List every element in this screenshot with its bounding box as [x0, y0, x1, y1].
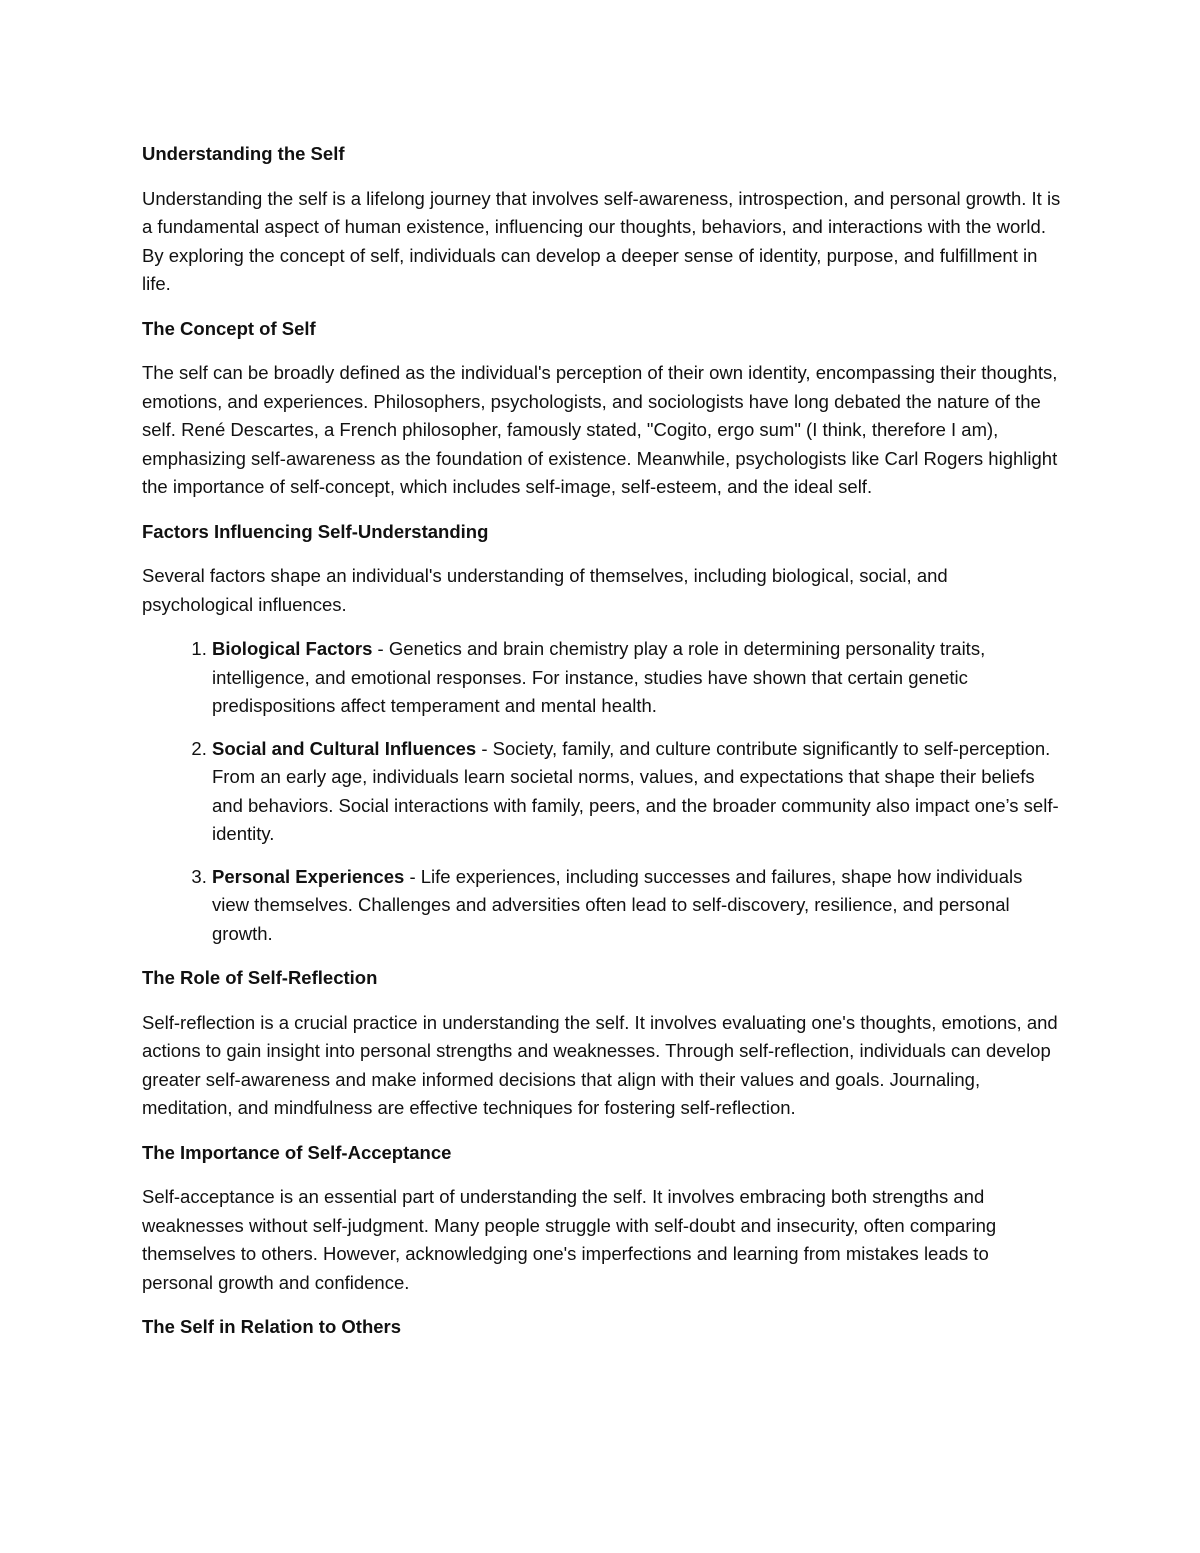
heading-self-in-relation-to-others: The Self in Relation to Others — [142, 1316, 402, 1337]
list-item — [212, 735, 1062, 849]
list-item-text: - Genetics and brain chemistry play a role in determining personality traits, intelligence, and emotional responses. For instance, studies have shown that certain genetic predispositions affect temperament and mental health. — [212, 638, 986, 716]
heading-factors-influencing: Factors Influencing Self-Understanding — [142, 520, 489, 542]
paragraph-self-reflection: Self-reflection is a crucial practice in understanding the self. It involves evaluating one's thoughts, emotions, and actions to gain insight into personal strengths and weaknesses. Through self-reflection, individuals can develop greater self-awareness and make informed decisions that align with their values and goals. Journaling, meditation, and mindfulness are effective techniques for fostering self-reflection. — [142, 1011, 1058, 1118]
list-item-text: - Life experiences, including successes and failures, shape how individuals view themselves. Challenges and adversities often lead to self-discovery, resilience, and personal growth. — [212, 865, 1023, 944]
paragraph-concept-of-self: The self can be broadly defined as the individual's perception of their own identity, encompassing their thoughts, emotions, and experiences. Philosophers, psychologists, and sociologists have long debated the nature of the self. René Descartes, a French philosopher, famously stated, "Cogito, ergo sum" (I think, therefore I am), emphasizing self-awareness as the foundation of existence. Meanwhile, psychologists like Carl Rogers highlight the importance of self-concept, which includes self-image, self-esteem, and the ideal self. — [142, 362, 1058, 497]
heading-understanding-the-self: Understanding the Self — [142, 143, 345, 164]
list-item-text: - Society, family, and culture contribute significantly to self-perception. From an early age, individuals learn societal norms, values, and expectations that shape their beliefs and behaviors. Social interactions with family, peers, and the broader community also impact one’s self-identity. — [212, 737, 1059, 844]
paragraph-self-acceptance: Self-acceptance is an essential part of understanding the self. It involves embracing both strengths and weaknesses without self-judgment. Many people struggle with self-doubt and insecurity, often comparing themselves to others. However, acknowledging one's imperfections and learning from mistakes leads to personal growth and confidence. — [142, 1186, 997, 1293]
list-item-term: Biological Factors — [212, 638, 373, 659]
factors-list — [142, 635, 1062, 948]
list-item — [212, 863, 1062, 949]
heading-importance-of-self-acceptance: The Importance of Self-Acceptance — [142, 1141, 452, 1163]
list-item — [212, 635, 1062, 721]
paragraph-intro: Understanding the self is a lifelong journey that involves self-awareness, introspection, and personal growth. It is a fundamental aspect of human existence, influencing our thoughts, behaviors, and interactions with the world. By exploring the concept of self, individuals can develop a deeper sense of identity, purpose, and fulfillment in life. — [142, 187, 1061, 294]
heading-role-of-self-reflection: The Role of Self-Reflection — [142, 967, 378, 988]
list-item-term: Personal Experiences — [212, 865, 405, 887]
list-item-term: Social and Cultural Influences — [212, 737, 477, 759]
paragraph-factors-intro: Several factors shape an individual's understanding of themselves, including biological, social, and psychological influences. — [142, 565, 948, 615]
document-page — [142, 140, 1062, 1358]
heading-concept-of-self: The Concept of Self — [142, 317, 316, 339]
